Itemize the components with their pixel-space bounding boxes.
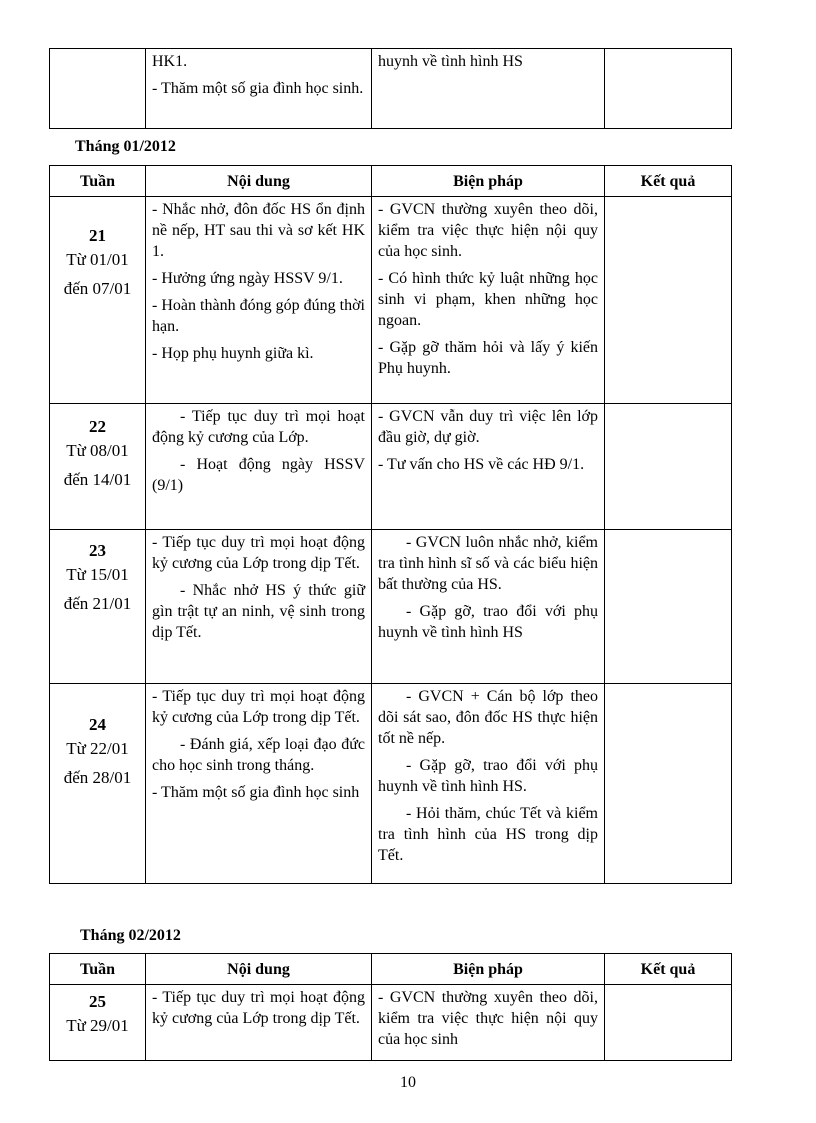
header-measures: Biện pháp [372, 954, 605, 985]
month-table [49, 953, 732, 1061]
week-from: Từ 08/01 [66, 441, 129, 460]
measure-item: - GVCN luôn nhắc nhở, kiểm tra tình hình sĩ số và các biểu hiện bất thường của HS. [378, 534, 598, 593]
week-to: đến 28/01 [63, 768, 132, 787]
content-item: - Hưởng ứng ngày HSSV 9/1. [152, 270, 343, 287]
result-cell [605, 197, 732, 404]
measure-item: - GVCN vẫn duy trì việc lên lớp đầu giờ, dự giờ. [378, 408, 598, 446]
content-item: - Đánh giá, xếp loại đạo đức cho học sinh trong tháng. [152, 736, 365, 774]
week-to: đến 07/01 [63, 279, 132, 298]
header-row [50, 954, 732, 985]
week-cell [50, 404, 146, 530]
week-cell [50, 684, 146, 884]
header-week: Tuần [50, 166, 146, 197]
measure-item: huynh về tình hình HS [378, 53, 523, 70]
content-cell [146, 49, 372, 129]
content-item: - Tiếp tục duy trì mọi hoạt động kỷ cương của Lớp trong dịp Tết. [152, 534, 365, 572]
measure-item: - Gặp gỡ, trao đổi với phụ huynh về tình hình HS [378, 603, 598, 641]
continuation-table [49, 48, 732, 129]
header-week: Tuần [50, 954, 146, 985]
result-cell [605, 684, 732, 884]
result-cell [605, 404, 732, 530]
measure-cell [372, 404, 605, 530]
table-row [50, 985, 732, 1061]
measure-item: - GVCN + Cán bộ lớp theo dõi sát sao, đôn đốc HS thực hiện tốt nề nếp. [378, 688, 598, 747]
week-cell [50, 985, 146, 1061]
week-cell [50, 197, 146, 404]
measure-item: - Tư vấn cho HS về các HĐ 9/1. [378, 456, 585, 473]
header-content: Nội dung [146, 166, 372, 197]
content-item: - Thăm một số gia đình học sinh [152, 784, 360, 801]
week-from: Từ 15/01 [66, 565, 129, 584]
table-row [50, 49, 732, 129]
content-cell [146, 530, 372, 684]
measure-cell [372, 49, 605, 129]
week-cell [50, 530, 146, 684]
measure-item: - GVCN thường xuyên theo dõi, kiểm tra việc thực hiện nội quy của học sinh [378, 989, 598, 1048]
content-item: - Nhắc nhở HS ý thức giữ gìn trật tự an ninh, vệ sinh trong dịp Tết. [152, 582, 365, 641]
month-title: Tháng 01/2012 [75, 138, 176, 155]
content-item: - Tiếp tục duy trì mọi hoạt động kỷ cương của Lớp trong dịp Tết. [152, 989, 365, 1027]
content-cell [146, 404, 372, 530]
content-item: - Tiếp tục duy trì mọi hoạt động kỷ cương của Lớp trong dịp Tết. [152, 688, 365, 726]
content-item: - Nhắc nhở, đôn đốc HS ổn định nề nếp, HT sau thi và sơ kết HK 1. [152, 201, 365, 260]
week-number: 21 [89, 226, 106, 245]
header-result: Kết quả [605, 166, 732, 197]
header-row [50, 166, 732, 197]
week-number: 25 [89, 992, 106, 1011]
header-content: Nội dung [146, 954, 372, 985]
week-to: đến 14/01 [63, 470, 132, 489]
measure-cell [372, 985, 605, 1061]
content-item: - Hoạt động ngày HSSV (9/1) [152, 456, 365, 494]
content-item: - Hoàn thành đóng góp đúng thời hạn. [152, 297, 365, 335]
result-cell [605, 49, 732, 129]
table-row [50, 530, 732, 684]
content-item: - Tiếp tục duy trì mọi hoạt động kỷ cương của Lớp. [152, 408, 365, 446]
page-number: 10 [400, 1074, 416, 1091]
week-to: đến 21/01 [63, 594, 132, 613]
measure-cell [372, 530, 605, 684]
content-cell [146, 197, 372, 404]
measure-item: - Hỏi thăm, chúc Tết và kiểm tra tình hình của HS trong dịp Tết. [378, 805, 598, 864]
table-row [50, 404, 732, 530]
week-from: Từ 22/01 [66, 739, 129, 758]
content-cell [146, 684, 372, 884]
content-item: - Thăm một số gia đình học sinh. [152, 80, 364, 97]
week-cell [50, 49, 146, 129]
table-row [50, 684, 732, 884]
result-cell [605, 985, 732, 1061]
content-item: - Họp phụ huynh giữa kì. [152, 345, 314, 362]
result-cell [605, 530, 732, 684]
week-number: 23 [89, 541, 106, 560]
content-cell [146, 985, 372, 1061]
content-item: HK1. [152, 53, 188, 70]
week-from: Từ 29/01 [66, 1016, 129, 1035]
table-row [50, 197, 732, 404]
measure-item: - Có hình thức kỷ luật những học sinh vi phạm, khen những học ngoan. [378, 270, 598, 329]
measure-cell [372, 684, 605, 884]
measure-item: - GVCN thường xuyên theo dõi, kiểm tra việc thực hiện nội quy của học sinh. [378, 201, 598, 260]
header-result: Kết quả [605, 954, 732, 985]
measure-item: - Gặp gỡ thăm hỏi và lấy ý kiến Phụ huynh. [378, 339, 598, 377]
week-number: 22 [89, 417, 106, 436]
measure-item: - Gặp gỡ, trao đổi với phụ huynh về tình hình HS. [378, 757, 598, 795]
month-table [49, 165, 732, 884]
measure-cell [372, 197, 605, 404]
month-title: Tháng 02/2012 [80, 927, 181, 944]
header-measures: Biện pháp [372, 166, 605, 197]
week-from: Từ 01/01 [66, 250, 129, 269]
week-number: 24 [89, 715, 106, 734]
